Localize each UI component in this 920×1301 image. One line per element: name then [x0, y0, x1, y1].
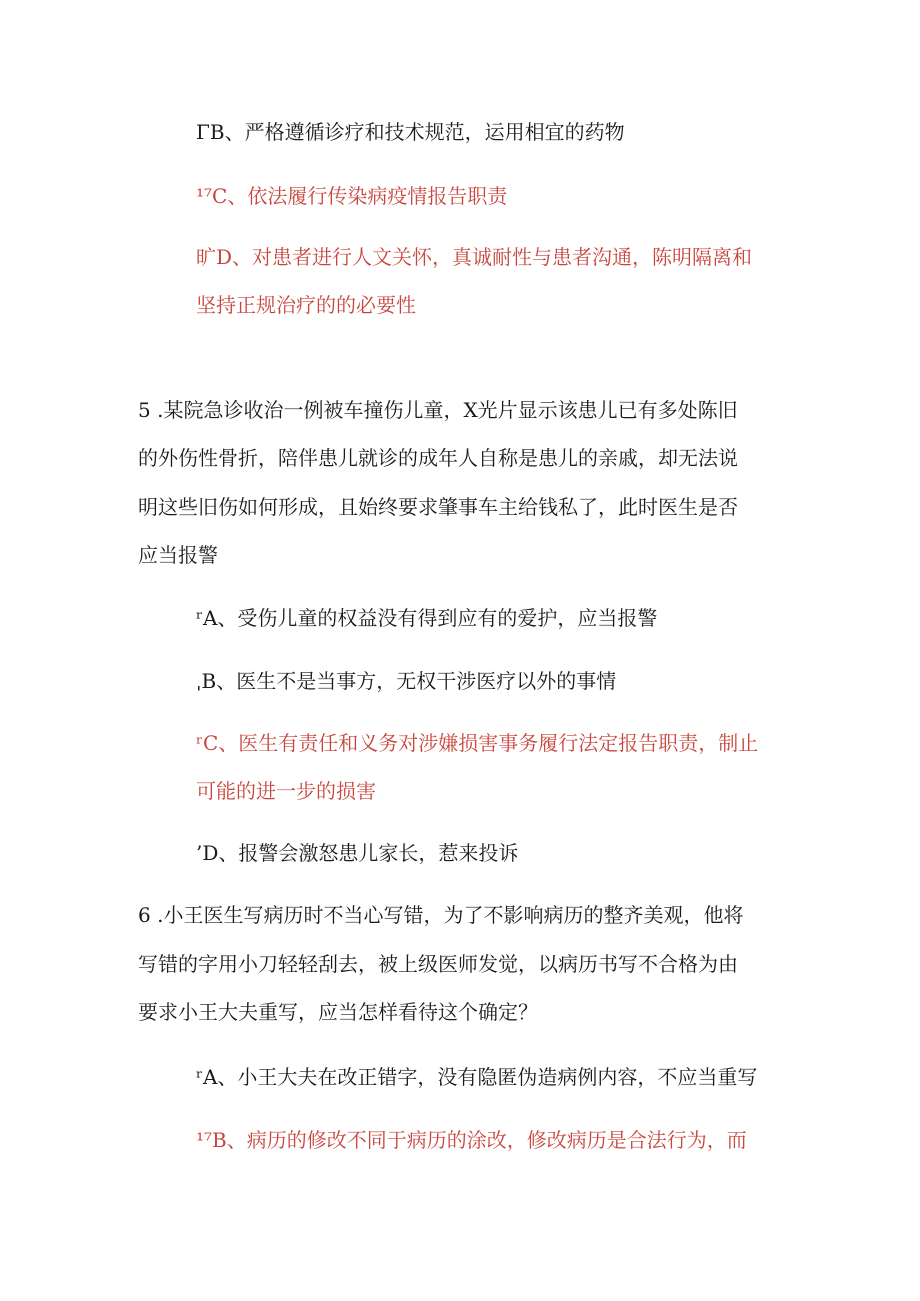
- q5-option-d: ’D、报警会激怒患儿家长，惹来投诉: [196, 841, 519, 865]
- q6-stem-line2: 写错的字用小刀轻轻刮去，被上级医师发觉，以病历书写不合格为由: [138, 952, 738, 976]
- q4-option-d-line2: 坚持正规治疗的的必要性: [196, 293, 416, 317]
- q5-option-c-line2: 可能的进一步的损害: [196, 779, 376, 803]
- q4-option-c: ¹⁷C、依法履行传染病疫情报告职责: [196, 184, 508, 208]
- q5-stem-line4: 应当报警: [138, 543, 218, 567]
- q6-stem-line1: 6 .小王医生写病历时不当心写错，为了不影响病历的整齐美观，他将: [138, 903, 744, 927]
- q5-option-c-line1: ʳC、医生有责任和义务对涉嫌损害事务履行法定报告职责，制止: [196, 731, 759, 755]
- q6-option-a: ʳA、小王大夫在改正错字，没有隐匿伪造病例内容，不应当重写: [196, 1065, 758, 1089]
- q5-stem-line3: 明这些旧伤如何形成，且始终要求肇事车主给钱私了，此时医生是否: [138, 495, 738, 519]
- q5-option-a: ʳA、受伤儿童的权益没有得到应有的爱护，应当报警: [196, 606, 658, 630]
- q4-option-d-line1: 旷D、对患者进行人文关怀，真诚耐性与患者沟通，陈明隔离和: [196, 245, 753, 269]
- q6-option-b-line1: ¹⁷B、病历的修改不同于病历的涂改，修改病历是合法行为，而: [196, 1128, 747, 1152]
- q5-stem-line1: 5 .某院急诊收治一例被车撞伤儿童，X光片显示该患儿已有多处陈旧: [138, 398, 738, 422]
- q4-option-b: ΓB、严格遵循诊疗和技术规范，运用相宜的药物: [196, 120, 625, 144]
- q5-option-b: ˌB、医生不是当事方，无权干涉医疗以外的事情: [196, 669, 617, 693]
- q6-stem-line3: 要求小王大夫重写，应当怎样看待这个确定？: [138, 1000, 538, 1024]
- q5-stem-line2: 的外伤性骨折，陪伴患儿就诊的成年人自称是患儿的亲戚，却无法说: [138, 446, 738, 470]
